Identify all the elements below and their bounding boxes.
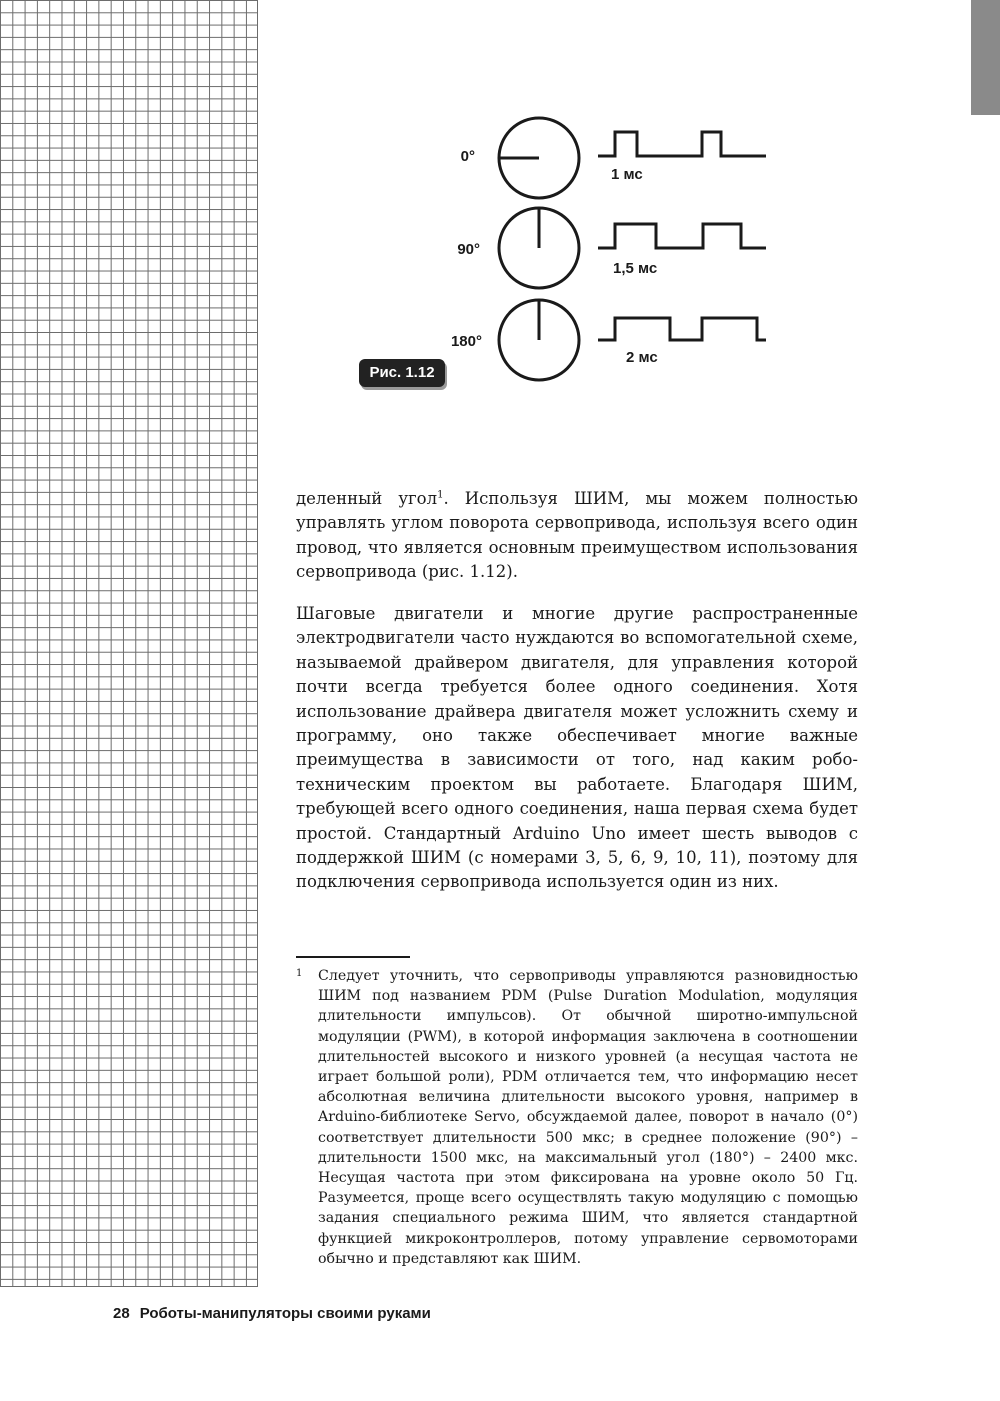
angle-label-90: 90° [457, 241, 480, 258]
paragraph-1 [296, 487, 858, 585]
pulse-label-2ms: 2 мс [626, 349, 658, 366]
servo-pwm-diagram [350, 110, 800, 400]
paragraph-1-rest: . Используя ШИМ, мы можем полностью управлять углом поворота сервопривода, используя всего один провод, что является основным преимуществом использования сервопривода (рис. 1.12). [296, 489, 858, 582]
footnote-number: 1 [296, 968, 303, 979]
pulse-label-1-5ms: 1,5 мс [613, 260, 658, 277]
graph-paper-margin [0, 0, 258, 1287]
angle-label-0: 0° [460, 148, 475, 165]
pulse-wave-1ms [598, 132, 766, 156]
pulse-wave-2ms [598, 318, 766, 340]
pulse-wave-1-5ms [598, 224, 766, 248]
footnote-reference[interactable]: 1 [437, 489, 444, 501]
servo-pwm-figure [350, 110, 800, 400]
paragraph-1-start: деленный угол [296, 489, 438, 508]
page-number: 28 [113, 1305, 130, 1322]
footnote-text: Следует уточнить, что сервоприводы управляются разновидностью ШИМ под названием PDM (Pulse Duration Modulation, модуляция длительности импульсов). От обычной широтно-импульсной модуляции (PWM), в которой информация заключена в соотношении длительностей высокого и низкого уровней (а несущая частота не играет большой роли), PDM отличается тем, что информацию несет абсолютная величина длительности высокого уровня, например в Arduino-библиотеке Servo, обсуждаемой далее, поворот в начало (0°) соответствует длительности 500 мкс; в среднее положение (90°) – длительности 1500 мкс, на максимальный угол (180°) – 2400 мкс. Несущая частота при этом фиксирована на уровне около 50 Гц. Разумеется, проще всего осуществлять такую модуляцию с помощью задания специального режима ШИМ, что является стандартной функцией микроконтроллеров, потому управление сервомоторами обычно и представляют как ШИМ. [318, 968, 858, 1267]
chapter-thumb-tab [971, 0, 1000, 115]
running-footer [113, 1305, 431, 1322]
angle-label-180: 180° [450, 333, 482, 350]
book-title: Роботы-манипуляторы своими руками [139, 1305, 431, 1322]
footnote-separator [296, 956, 410, 958]
pulse-label-1ms: 1 мс [611, 166, 643, 183]
footnote [296, 966, 858, 1269]
figure-caption-badge: Рис. 1.12 [359, 359, 445, 387]
paragraph-2: Шаговые двигатели и многие другие распространенные электродвигатели часто нуждаются во вспомогательной схеме, называемой драйвером двигателя, для управления которой почти всегда требуется более одного соединения. Хотя использование драйвера двигателя может усложнить схему и программу, оно также обеспечивает многие важные преимущества в зависимости от того, над каким роботехническим проектом вы работаете. Благодаря ШИМ, требующей всего одного соединения, наша первая схема будет простой. Стандартный Arduino Uno имеет шесть выводов с поддержкой ШИМ (с номерами 3, 5, 6, 9, 10, 11), поэтому для подключения сервопривода используется один из них. [296, 604, 858, 892]
